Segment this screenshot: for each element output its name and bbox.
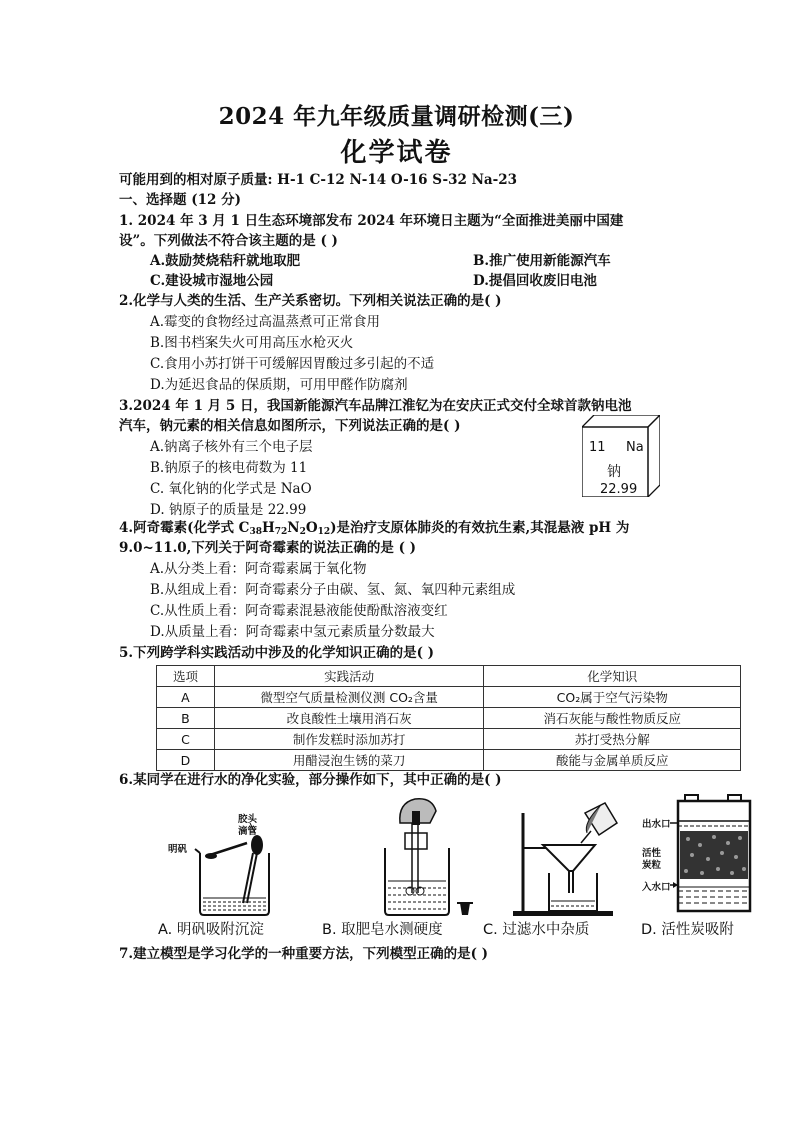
exam-subtitle: 化学试卷 <box>340 138 453 168</box>
label-water-outlet: 出水口 <box>642 819 671 830</box>
element-symbol: Na <box>626 440 644 455</box>
element-number: 11 <box>589 440 606 455</box>
element-mass: 22.99 <box>600 482 638 497</box>
q3-option-d: D. 钠原子的质量是 22.99 <box>150 502 307 518</box>
soap-water-illustration <box>370 793 480 918</box>
table-row <box>157 729 741 750</box>
q3-option-c: C. 氧化钠的化学式是 NaO <box>150 481 312 497</box>
caption-b: B. 取肥皂水测硬度 <box>322 922 443 938</box>
table-cell: 改良酸性土壤用消石灰 <box>214 708 484 729</box>
q4-option-b: B.从组成上看：阿奇霉素分子由碳、氢、氮、氧四种元素组成 <box>150 582 516 598</box>
q2-option-c: C.食用小苏打饼干可缓解因胃酸过多引起的不适 <box>150 356 435 372</box>
table-header-cell: 实践活动 <box>214 666 484 687</box>
q4-stem-line2: 9.0~11.0,下列关于阿奇霉素的说法正确的是 ( ) <box>119 540 417 556</box>
q1-option-b: B.推广使用新能源汽车 <box>473 253 611 269</box>
caption-d: D. 活性炭吸附 <box>641 922 734 938</box>
q2-option-d: D.为延迟食品的保质期，可用甲醛作防腐剂 <box>150 377 408 393</box>
label-carbon-2: 炭粒 <box>642 860 662 871</box>
q3-stem-line1: 3.2024 年 1 月 5 日，我国新能源汽车品牌江淮钇为在安庆正式交付全球首款钠电池 <box>119 398 632 414</box>
table-cell: B <box>157 708 215 729</box>
table-cell: A <box>157 687 215 708</box>
label-dropper-2: 滴管 <box>238 826 258 837</box>
table-cell: 苏打受热分解 <box>484 729 741 750</box>
caption-c: C. 过滤水中杂质 <box>483 922 590 938</box>
q6-stem: 6.某同学在进行水的净化实验，部分操作如下，其中正确的是( ) <box>119 772 502 788</box>
q4-stem-line1: 4.阿奇霉素(化学式 $C_{38}H_{72}N_2O_{12}$)是治疗支原体肺炎的有效抗生素,其混悬液 pH 为 <box>119 520 630 537</box>
table-cell: 酸能与金属单质反应 <box>484 750 741 771</box>
element-name: 钠 <box>607 464 621 480</box>
q1-stem-line1: 1. 2024 年 3 月 1 日生态环境部发布 2024 年环境日主题为“全面推进美丽中国建 <box>119 213 624 229</box>
table-row <box>157 687 741 708</box>
table-header-cell: 化学知识 <box>484 666 741 687</box>
exam-title: 2024 年九年级质量调研检测(三) <box>218 103 575 130</box>
q3-option-a: A.钠离子核外有三个电子层 <box>150 439 313 455</box>
q7-stem: 7.建立模型是学习化学的一种重要方法，下列模型正确的是( ) <box>119 946 489 962</box>
q4-option-d: D.从质量上看：阿奇霉素中氢元素质量分数最大 <box>150 624 435 640</box>
q1-stem-line2: 设”。下列做法不符合该主题的是 ( ) <box>119 233 338 249</box>
q1-option-a: A.鼓励焚烧秸秆就地取肥 <box>150 253 301 269</box>
table-cell: D <box>157 750 215 771</box>
q6-figure-row <box>155 793 755 943</box>
table-cell: 制作发糕时添加苏打 <box>214 729 484 750</box>
label-dropper-1: 胶头 <box>238 814 258 825</box>
table-cell: CO₂属于空气污染物 <box>484 687 741 708</box>
q3-stem-line2: 汽车，钠元素的相关信息如图所示，下列说法正确的是( ) <box>119 418 461 434</box>
q1-option-d: D.提倡回收废旧电池 <box>473 273 597 289</box>
q1-option-c: C.建设城市湿地公园 <box>150 273 274 289</box>
alum-beaker-illustration <box>155 793 305 918</box>
atomic-masses: 可能用到的相对原子质量: H-1 C-12 N-14 O-16 S-32 Na-23 <box>119 172 518 188</box>
table-header-cell: 选项 <box>157 666 215 687</box>
q4-option-a: A.从分类上看：阿奇霉素属于氧化物 <box>150 561 367 577</box>
table-row <box>157 708 741 729</box>
q2-option-a: A.霉变的食物经过高温蒸煮可正常食用 <box>150 314 381 330</box>
section-heading: 一、选择题 (12 分) <box>119 192 241 208</box>
table-header-row <box>157 666 741 687</box>
q5-stem: 5.下列跨学科实践活动中涉及的化学知识正确的是( ) <box>119 645 435 661</box>
caption-a: A. 明矾吸附沉淀 <box>158 922 264 938</box>
label-carbon-1: 活性 <box>642 848 662 859</box>
q2-stem: 2.化学与人类的生活、生产关系密切。下列相关说法正确的是( ) <box>119 293 502 309</box>
label-alum: 明矾 <box>168 844 188 855</box>
table-cell: 消石灰能与酸性物质反应 <box>484 708 741 729</box>
table-cell: C <box>157 729 215 750</box>
activated-carbon-illustration <box>670 793 755 918</box>
q5-table <box>156 665 741 771</box>
q4-option-c: C.从性质上看：阿奇霉素混悬液能使酚酞溶液变红 <box>150 603 448 619</box>
filtration-illustration <box>505 793 625 918</box>
table-cell: 用醋浸泡生锈的菜刀 <box>214 750 484 771</box>
q2-option-b: B.图书档案失火可用高压水枪灭火 <box>150 335 354 351</box>
label-water-inlet: 入水口 <box>642 882 671 893</box>
table-cell: 微型空气质量检测仪测 CO₂含量 <box>214 687 484 708</box>
table-row <box>157 750 741 771</box>
q3-option-b: B.钠原子的核电荷数为 11 <box>150 460 308 476</box>
